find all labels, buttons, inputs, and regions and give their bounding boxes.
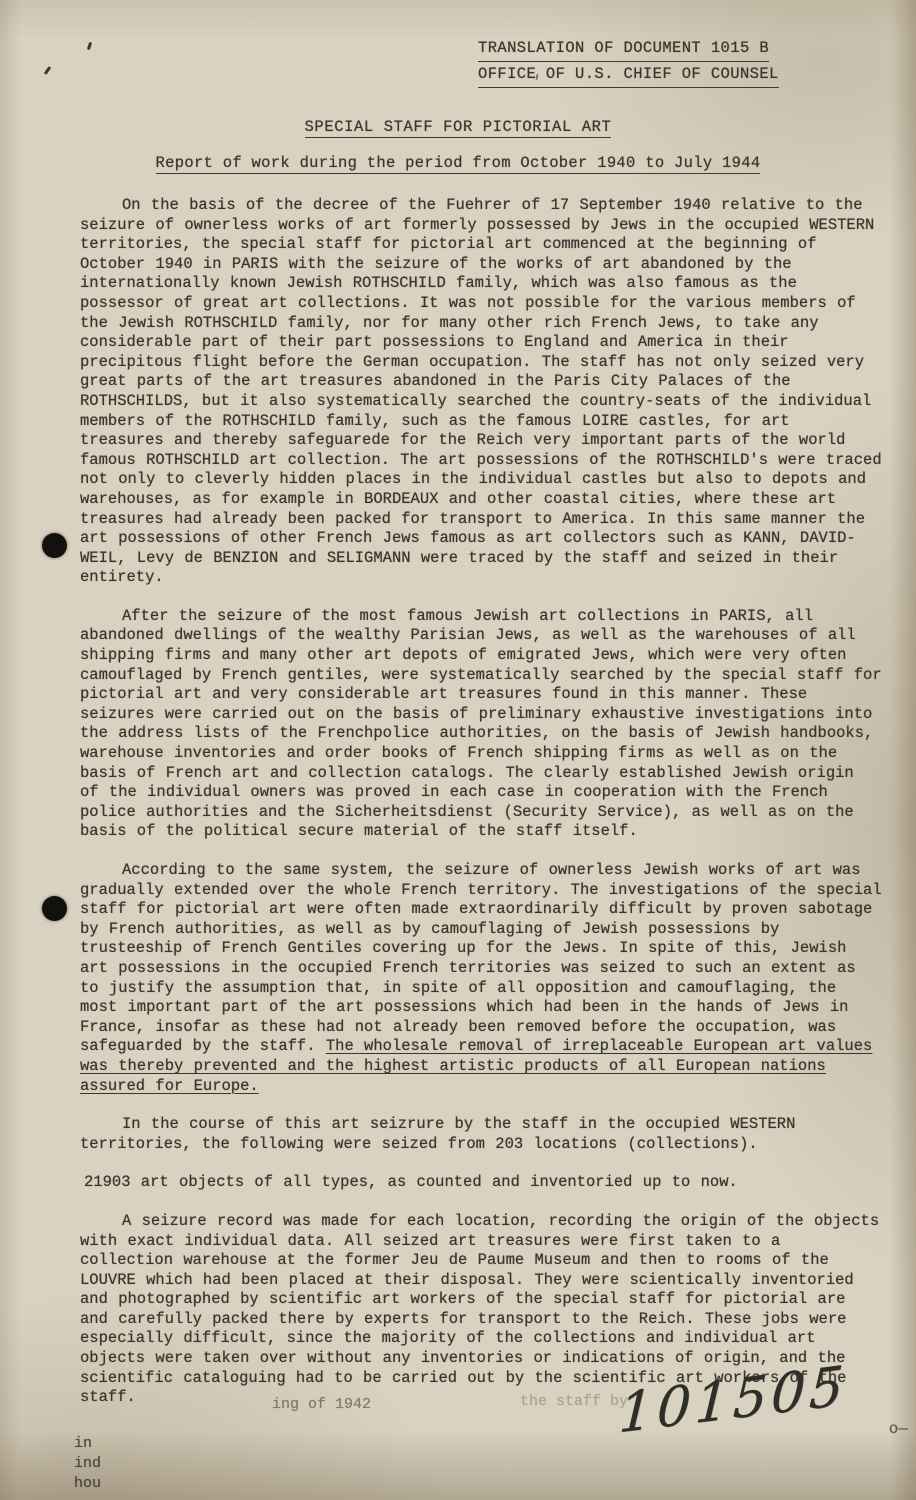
edge-fragment: in (74, 1435, 93, 1452)
left-edge-text-fragments (74, 1434, 101, 1494)
page-title: SPECIAL STAFF FOR PICTORIAL ART (304, 118, 612, 136)
handwritten-number: 101505 (617, 1353, 849, 1446)
paragraph-4: In the course of this art seizrure by the staff in the occupied WESTERN territories, the following were seized from 203 locations (collections). (80, 1115, 796, 1153)
header-line-1: TRANSLATION OF DOCUMENT 1015 B (478, 36, 769, 62)
hole-punch (42, 896, 67, 921)
paragraph-1: On the basis of the decree of the Fuehrer of 17 September 1940 relative to the seizure of ownerless works of art formerly possessed by Jews in the occupied WESTERN territories, the special staff for pictorial art commenced at the beginning of October 1940 in PARIS with the seizure of the works of art abandoned by the internationally known Jewish ROTHSCHILD family, which was also famous as the possessor of great art collections. It was not possible for the various members of the Jewish ROTHSCHILD family, nor for many other rich French Jews, to take any considerable part of their part possessions to England and America in their precipitous flight before the German occupation. The staff has not only seized very great parts of the art treasures abandoned in the Paris City Palaces of the ROTHSCHILDS, but it also systematically searched the country-seats of the individual members of the ROTHSCHILD family, such as the famous LOIRE castles, for art treasures and thereby safeguarede for the Reich very important parts of the world famous ROTHSCHILD art collection. The art possessions of the ROTHSCHILD's were traced not only to cleverly hidden places in the individual castles but also to depots and warehouses, as for example in BORDEAUX and other coastal cities, where these art treasures had already been packed for transport to America. In this same manner the art possessions of other French Jews famous as art collectors such as KANN, DAVID-WEIL, Levy de BENZION and SELIGMANN were traced by the staff and seized in their entirety. (80, 196, 882, 587)
header-line-2: OFFICE OF U.S. CHIEF OF COUNSEL (478, 62, 779, 88)
cut-off-text-fragment: the staff by (520, 1393, 629, 1410)
paragraph-2: After the seizure of the most famous Jewish art collections in PARIS, all abandoned dwellings of the wealthy Parisian Jews, as well as the warehouses of all shipping firms and many other art depots of emigrated Jews, which were very often camouflaged by French gentiles, were systematically searched by the special staff for pictorial art and very considerable art treasures found in this manner. These seizures were carried out on the basis of preliminary exhaustive investigations into the address lists of the Frenchpolice authorities, on the basis of Jewish handbooks, warehouse inventories and order books of French shipping firms as well as on the basis of French art and collection catalogs. The clearly established Jewish origin of the individual owners was proved in each case in cooperation with the French police authorities and the Sicherheitsdienst (Security Service), as well as on the basis of the political secure material of the staff itself. (80, 606, 882, 841)
paragraph-3 (80, 861, 882, 1096)
edge-fragment: hou (74, 1475, 102, 1492)
paragraph-6: A seizure record was made for each location, recording the origin of the objects with exact individual data. All seized art treasures were first taken to a collection warehouse at the former Jeu de Paume Museum and then to rooms of the LOUVRE which had been placed at their disposal. They were scientically inventoried and photographed by scientific art workers of the special staff for pictorial are and carefully packed there by experts for transport to the Reich. These jobs were especially difficult, since the majority of the collections and individual art objects were taken over without any inventories or indications of origin, and the scientific cataloguing had to be carried out by the scientific art workers of the staff. (80, 1211, 880, 1407)
right-edge-fragment: o— (888, 1420, 908, 1438)
paragraph-3-text: According to the same system, the seizure of ownerless Jewish works of art was gradually extended over the whole French territory. The investigations of the special staff for pictorial art were often made extraordinarily difficult by proven sabotage by French authorities, as well as by camouflaging of Jewish possessions by trusteeship of French Gentiles covering up for the Jews. In spite of this, Jewish art possessions in the occupied French territories was seized to such an extent as to justify the assumption that, in spite of all opposition and camouflaging, the most important part of the art possessions which had been in the hands of Jews in France, insofar as these had not already been removed before the occupation, was safeguarded by the staff. (80, 861, 882, 1056)
cut-off-text-fragment: ing of 1942 (272, 1396, 372, 1413)
paragraph-5-count-line: 21903 art objects of all types, as counted and inventoried up to now. (84, 1173, 738, 1192)
hole-punch (42, 533, 67, 558)
paragraph-3-underlined-sentence: The wholesale removal of irreplaceable European art values was thereby prevented and the highest artistic products of all European nations assured for Europe. (80, 1037, 873, 1095)
page-subtitle: Report of work during the period from October 1940 to July 1944 (155, 154, 761, 172)
document-body (80, 196, 882, 1427)
ink-speck (44, 66, 52, 75)
edge-fragment: ind (74, 1455, 102, 1472)
ink-speck (87, 42, 92, 51)
document-header (478, 36, 779, 88)
